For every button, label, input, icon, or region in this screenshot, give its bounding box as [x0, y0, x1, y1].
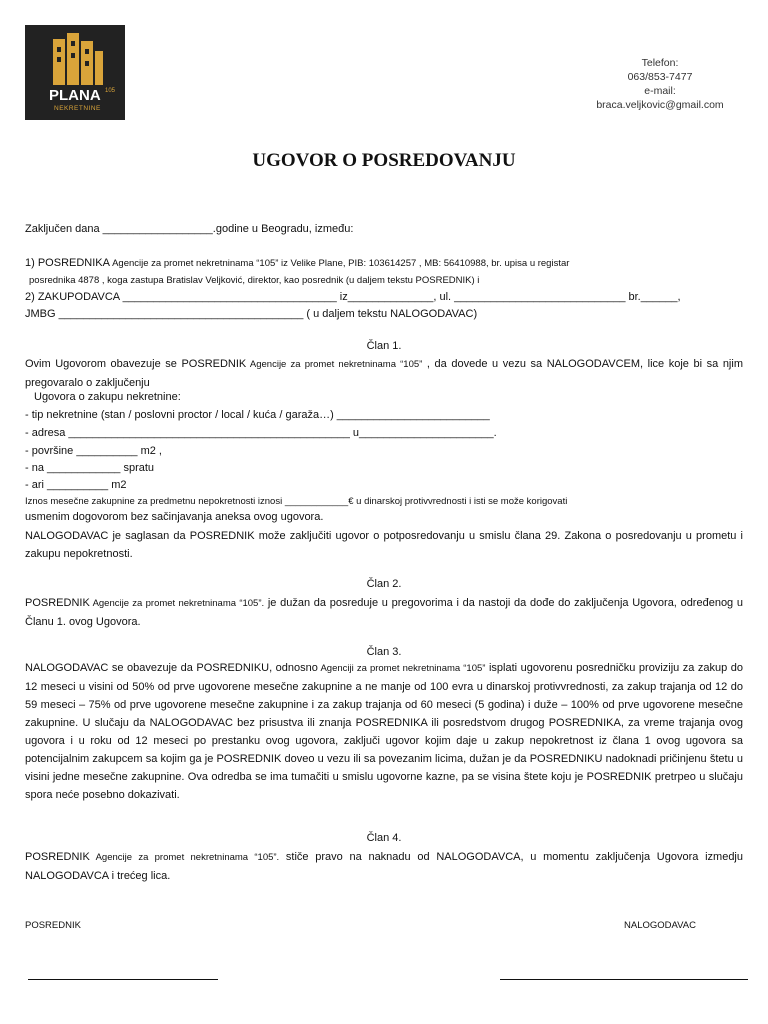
clan1-text-a: Ovim Ugovorom obavezuje se POSREDNIK [25, 358, 247, 370]
clan3-text-b: isplati ugovorenu posredničku proviziju za zakup do 12 meseci u visini od 50% od prve ugovorene mesečne zakupnine a ne manje od 100 evra u dinarskoj protivvrednosti, za zakup trajanja od 12 do 59 meseci – 75% od prve ugovorene mesečne zakupnine i za zakup trajanja od 60 meseci (5 godina) i duže – 100% od prve ugovorene mesečne zakupnine. U slučaju da NALOGODAVAC bez prisustva ili znanja POSREDNIKA ili posredstvom drugog POSREDNIKA, za vreme trajanja ovog ugovora i u roku od 12 meseci po prestanku ovog ugovora, zaključi ugovor kojim daje u zakup nepokretnost iz člana 1 ovog ugovora sa potencijalnim zakupcem sa kojim ga je POSREDNIK doveo u vezu ili sa povezanim licima, dužan je da POSREDNIKU nadoknadi pričinjenu štetu u visini jedne mesečne zakupnine. Ova odredba se ima tumačiti u smislu ugovorne kazne, pa se visina štete koju je POSREDNIK pretrpeo u slučaju spora neće posebno dokazivati. [25, 662, 744, 801]
clan4-paragraph [25, 848, 743, 885]
clan2-text-b: je dužan da posreduje u pregovorima i da nastoji da dođe do zaključenja Ugovora, određenog u Članu 1. ovog Ugovora. [25, 597, 744, 628]
clan2-text-a: POSREDNIK [25, 597, 90, 609]
email-address: braca.veljkovic@gmail.com [596, 99, 724, 111]
nalogodavac-paragraph: NALOGODAVAC je saglasan da POSREDNIK može zaključiti ugovor o potposredovanju u smislu člana 29. Zakona o posredovanju u prometu i zakupu nepokretnosti. [25, 530, 743, 560]
jmbg-line: JMBG ________________________________________ ( u daljem tekstu NALOGODAVAC) [25, 308, 478, 320]
field-adresa: - adresa ______________________________________________ u______________________. [25, 427, 497, 439]
building-logo-icon [25, 25, 125, 120]
clan1-text-b: , da dovede u vezu sa NALOGODAVCEM, lice koje bi sa njim pregovaralo o zaključenju [25, 358, 743, 389]
clan3-agency: Agenciji za promet nekretninama “105” [317, 663, 486, 674]
document-title: UGOVOR O POSREDOVANJU [252, 150, 516, 171]
party1-details: Agencije za promet nekretninama “105” iz Velike Plane, PIB: 103614257 , MB: 56410988, br. upisa u registar [109, 258, 570, 269]
clan2-heading: Član 2. [366, 578, 402, 590]
clan2-paragraph [25, 594, 743, 631]
clan1-heading: Član 1. [366, 340, 402, 352]
contact-block [560, 56, 760, 112]
logo-superscript: 105 [105, 88, 116, 94]
clan3-heading: Član 3. [366, 646, 402, 658]
clan4-agency: Agencije za promet nekretninama “105”. [89, 852, 280, 863]
party1-line1 [25, 256, 569, 271]
clan4-text-a: POSREDNIK [25, 851, 90, 863]
clan2-agency: Agencije za promet nekretninama “105”. [89, 598, 265, 609]
clan3-paragraph [25, 659, 743, 804]
party1-label: 1) POSREDNIKA [25, 257, 110, 269]
party1-line2: posrednika 4878 , koga zastupa Bratislav Veljković, direktor, kao posrednik (u daljem tekstu POSREDNIK) i [29, 275, 480, 286]
logo-tagline: NEKRETNINE [54, 105, 101, 112]
signature-nalogodavac-label: NALOGODAVAC [624, 920, 696, 931]
signature-posrednik-label: POSREDNIK [25, 920, 81, 931]
field-sprat: - na ____________ spratu [25, 462, 155, 474]
clan1-paragraph [25, 355, 743, 392]
clan4-text-b: stiče pravo na naknadu od NALOGODAVCA, u momentu zaključenja Ugovora izmedju NALOGODAVCA i trećeg lica. [25, 851, 743, 882]
clan4-heading: Član 4. [366, 832, 402, 844]
phone-label: Telefon: [641, 57, 679, 69]
clan1-ugovor: Ugovora o zakupu nekretnine: [34, 391, 181, 403]
phone-number: 063/853-7477 [627, 71, 693, 83]
signature-line-left [28, 979, 218, 980]
logo-brand: PLANA [49, 87, 101, 104]
clan3-text-a: NALOGODAVAC se obavezuje da POSREDNIKU, odnosno [25, 662, 318, 674]
company-logo [25, 25, 125, 120]
field-ari: - ari __________ m2 [25, 479, 127, 491]
clan1-agency: Agencije za promet nekretninama “105” [246, 359, 423, 370]
signature-line-right [500, 979, 748, 980]
field-tip: - tip nekretnine (stan / poslovni proctor / local / kuća / garaža…) _________________________ [25, 409, 490, 421]
party2-line: 2) ZAKUPODAVCA ___________________________________ iz______________, ul. ____________________________ br.______, [25, 291, 681, 303]
intro-line: Zaključen dana __________________.godine u Beogradu, između: [25, 223, 354, 235]
iznos-line2: usmenim dogovorom bez sačinjavanja aneksa ovog ugovora. [25, 511, 324, 523]
iznos-line: Iznos mesečne zakupnine za predmetnu nepokretnosti iznosi ____________€ u dinarskoj protivvrednosti i isti se može korigovati [25, 496, 568, 507]
field-povrsine: - površine __________ m2 , [25, 445, 162, 457]
email-label: e-mail: [644, 85, 676, 97]
